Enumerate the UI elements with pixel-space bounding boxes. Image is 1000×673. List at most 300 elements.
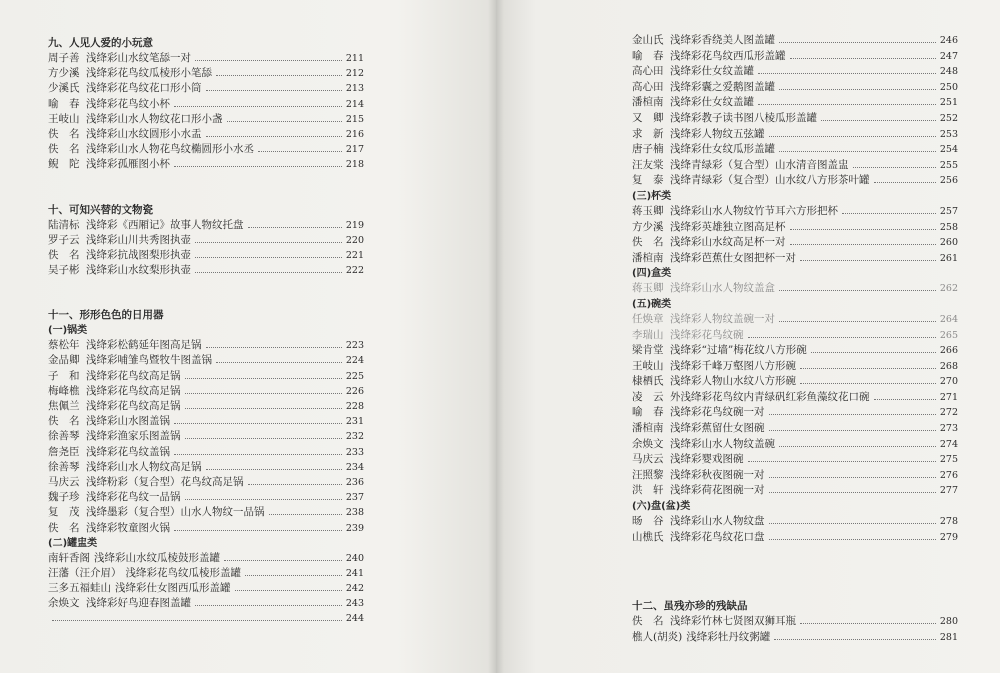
toc-entry[interactable] [632,614,958,630]
dot-leader [821,120,936,121]
toc-entry-page: 219 [345,219,364,231]
toc-entry-title: 浅绛粉彩（复合型）花鸟纹高足锅 [86,475,244,488]
toc-entry-title: 浅绛彩花鸟纹盖锅 [86,445,170,458]
toc-entry-page: 233 [345,446,364,458]
toc-entry-page: 231 [345,416,364,428]
subsection-plates: (六)盘(盆)类 [632,501,691,513]
toc-entry-artist: 求 新 [632,127,664,140]
dot-leader [774,639,936,640]
toc-entry-page: 225 [345,370,364,382]
toc-entry[interactable] [48,521,364,536]
toc-entry[interactable] [632,235,958,251]
toc-entry-title: 浅绛彩仕女图西瓜形盖罐 [115,582,231,595]
toc-entry[interactable] [632,312,958,328]
dot-leader [245,575,342,576]
toc-entry[interactable] [48,414,364,429]
dot-leader [800,368,936,369]
toc-entry-title: 浅绛彩孤雁图小杯 [86,158,170,171]
toc-entry-artist: 梅峰樵 [48,384,80,397]
toc-entry-artist: 喻 春 [632,49,664,62]
toc-entry-artist: 潘楦南 [632,96,664,109]
toc-entry[interactable] [632,405,958,421]
dot-leader [216,75,342,76]
subsection-pots-entries [48,338,364,535]
dot-leader [769,477,936,478]
toc-entry-title: 浅绛彩香绕美人图盖罐 [670,34,775,46]
toc-entry-page: 278 [939,516,958,528]
toc-entry-title: 浅绛彩山水纹梨形执壶 [86,264,191,277]
toc-entry-page: 277 [939,485,958,497]
dot-leader [874,182,936,183]
dot-leader [174,530,342,531]
dot-leader [800,623,936,624]
toc-entry-title: 浅绛彩花鸟纹瓜棱形小笔舔 [86,67,212,80]
dot-leader [206,347,342,348]
toc-entry[interactable] [632,80,958,96]
toc-entry[interactable] [632,468,958,484]
toc-entry[interactable] [48,112,364,127]
toc-entry-artist: 南轩香阁 [48,551,90,564]
toc-entry[interactable] [632,452,958,468]
toc-entry-page: 211 [345,53,364,64]
toc-entry[interactable] [632,251,958,267]
toc-entry[interactable] [632,630,958,646]
section-9-entries [48,51,364,173]
toc-entry-artist: 魏子珍 [48,491,80,504]
toc-entry-artist: 李瑞山 [632,328,664,341]
toc-entry-page: 274 [939,438,958,450]
toc-entry-page: 239 [345,522,364,534]
toc-entry-title: 浅绛彩仕女纹盖罐 [670,96,754,109]
toc-entry-title: 浅绛彩山水人物纹盖碗 [670,437,775,450]
toc-entry-page: 223 [345,340,364,352]
toc-entry-artist: 子 和 [48,369,80,382]
dot-leader [195,60,342,61]
toc-entry[interactable] [632,173,958,189]
section-heading-11: 十一、形形色色的日用器 [48,309,164,322]
toc-entry[interactable] [48,157,364,172]
dot-leader [248,484,342,485]
section-12-entries [632,614,958,645]
dot-leader [790,244,936,245]
toc-entry-artist: 佚 名 [48,248,80,261]
subsection-bowls-entries [632,312,958,499]
toc-entry-page: 238 [345,507,364,519]
toc-entry-page: 266 [939,345,958,357]
toc-entry-artist: 棣栖氏 [632,375,664,388]
toc-entry[interactable] [632,421,958,437]
toc-entry-artist: 复 茂 [48,506,80,519]
right-toc-column [632,33,958,645]
toc-entry[interactable] [48,551,364,566]
dot-leader [248,227,342,228]
dot-leader [235,590,342,591]
toc-entry-title: 浅绛彩山水人物纹竹节耳六方形把杯 [670,204,838,217]
toc-entry-page: 264 [939,313,958,325]
toc-entry-title: 浅绛彩千峰万壑图八方形碗 [670,359,796,372]
toc-entry-artist: 潘楦南 [632,251,664,264]
toc-entry-artist: 余焕文 [632,437,664,450]
toc-entry-page: 236 [345,476,364,488]
toc-entry-title: 浅绛彩花鸟纹碗 [670,328,744,341]
toc-entry-title: 浅绛彩山水图盖锅 [86,415,170,428]
dot-leader [185,378,342,379]
section-10-entries [48,218,364,279]
toc-entry-page: 256 [939,175,958,187]
toc-entry[interactable] [632,281,958,297]
toc-entry-artist: 唐子楠 [632,143,664,156]
toc-entry-page: 228 [345,401,364,412]
toc-entry[interactable] [632,220,958,236]
toc-entry-artist: 凌 云 [632,390,664,403]
dot-leader [874,399,936,400]
dot-leader [790,229,936,230]
dot-leader [800,383,936,384]
toc-entry-title: 浅绛彩仕女纹盖罐 [670,65,754,78]
toc-entry-page: 241 [345,567,364,579]
toc-entry[interactable] [48,399,364,414]
dot-leader [206,136,342,137]
toc-entry-artist: 徐善琴 [48,430,80,443]
toc-entry[interactable] [48,460,364,475]
toc-entry-title: 浅绛彩好鸟迎春图盖罐 [86,597,191,610]
toc-entry-page: 254 [939,144,958,156]
toc-entry-page: 237 [345,492,364,504]
toc-entry-title: 浅绛彩人物纹盖碗一对 [670,312,775,325]
toc-entry-page: 246 [939,35,958,46]
dot-leader [216,362,342,363]
toc-entry-title: 浅绛彩蕉留仕女图碗 [670,422,765,435]
toc-entry[interactable] [632,483,958,499]
dot-leader [779,89,936,90]
dot-leader [195,257,342,258]
dot-leader [195,605,342,606]
toc-entry-page: 212 [345,68,364,80]
toc-entry-page: 214 [345,98,364,110]
toc-entry-page: 262 [939,283,958,295]
toc-entry[interactable] [48,97,364,112]
toc-entry-title: 浅绛彩山水纹圆形小水盂 [86,127,202,140]
section-heading-10: 十、可知兴替的文物瓷 [48,203,153,216]
dot-leader [258,151,342,152]
toc-entry-artist: 洪 轩 [632,484,664,497]
toc-entry-artist: 佚 名 [48,521,80,534]
dot-leader [206,469,342,470]
toc-entry-title: 浅绛彩花鸟纹一品锅 [86,491,181,504]
toc-entry-title: 浅绛彩荷花图碗一对 [670,484,765,497]
toc-entry[interactable] [48,596,364,611]
toc-entry-artist: 陆清标 [48,218,80,231]
toc-entry-page: 268 [939,360,958,372]
dot-leader [174,166,342,167]
toc-entry-title: 浅绛彩英雄独立图高足杯 [670,220,786,233]
toc-entry-title: 浅绛彩花鸟纹瓜棱形盖罐 [125,566,241,579]
toc-entry-artist: 佚 名 [632,236,664,249]
toc-entry[interactable] [48,445,364,460]
subsection-cups-entries [632,204,958,266]
toc-entry-artist: 余焕文 [48,597,80,610]
toc-entry[interactable] [632,33,958,49]
toc-entry-page: 234 [345,461,364,473]
toc-entry-page: 244 [345,613,364,625]
dot-leader [195,272,342,273]
toc-entry-artist: 旸 谷 [632,515,664,528]
toc-entry[interactable] [632,359,958,375]
toc-entry-page: 271 [939,391,958,403]
dot-leader [224,560,342,561]
toc-entry-title: 浅绛彩山水纹笔舔一对 [86,52,191,64]
toc-entry-title: 浅绛彩渔家乐图盖锅 [86,430,181,443]
toc-entry-title: 浅绛彩教子读书图八棱瓜形盖罐 [670,111,817,124]
toc-entry[interactable] [48,233,364,248]
toc-entry-page: 279 [939,531,958,543]
toc-entry[interactable] [48,369,364,384]
toc-entry-artist: 高心田 [632,80,664,93]
toc-entry-page: 226 [345,385,364,397]
toc-entry-title: 浅绛彩花鸟纹花口盘 [670,530,765,543]
toc-entry[interactable] [632,514,958,530]
toc-entry[interactable] [632,142,958,158]
toc-entry-page: 281 [939,631,958,643]
toc-entry-page: 257 [939,205,958,217]
toc-entry[interactable] [48,81,364,96]
dot-leader [185,438,342,439]
toc-entry[interactable] [48,338,364,353]
subsection-boxes-entries [632,281,958,297]
toc-entry-artist: 吴子彬 [48,264,80,277]
toc-entry[interactable] [48,263,364,278]
toc-entry[interactable] [48,566,364,581]
toc-entry-page: 248 [939,66,958,78]
toc-entry-artist: 任焕章 [632,312,664,325]
dot-leader [269,514,342,515]
dot-leader [185,393,342,394]
toc-entry[interactable] [48,66,364,81]
toc-entry[interactable] [632,127,958,143]
toc-entry-artist: 佚 名 [48,143,80,156]
toc-entry-title: 浅绛彩花鸟纹高足锅 [86,400,181,412]
toc-entry-title: 浅绛彩山水纹瓜棱鼓形盖罐 [94,551,220,564]
subsection-plates-entries [632,514,958,545]
toc-entry-page: 276 [939,469,958,481]
toc-entry-title: 浅绛彩山水人物纹高足锅 [86,460,202,473]
toc-entry-title: 浅绛彩哺雏鸟暨牧牛图盖锅 [86,354,212,367]
toc-entry[interactable] [632,328,958,344]
toc-entry-title: 浅绛彩牡丹纹粥罐 [686,630,771,643]
book-gutter [488,0,504,673]
toc-entry-title: 浅绛彩花鸟纹碗一对 [670,406,765,419]
toc-entry-page: 265 [939,329,958,341]
toc-entry-artist: 山樵氏 [632,530,664,543]
toc-entry-artist: 潘楦南 [632,422,664,435]
dot-leader [800,260,936,261]
toc-entry-page: 260 [939,237,958,249]
dot-leader [811,352,936,353]
toc-entry[interactable] [48,384,364,399]
toc-entry-page: 273 [939,423,958,435]
toc-entry-page: 220 [345,234,364,246]
toc-entry-artist: 鲵 陀 [48,158,80,171]
toc-entry-title: 浅绛彩山水纹高足杯一对 [670,236,786,249]
toc-entry-page: 253 [939,128,958,140]
toc-entry[interactable] [48,51,364,66]
toc-entry[interactable] [632,204,958,220]
dot-leader [842,213,936,214]
toc-entry-artist: 喻 春 [632,406,664,419]
dot-leader [195,242,342,243]
dot-leader [52,620,342,621]
toc-entry[interactable] [632,390,958,406]
toc-entry-title: 浅绛彩人物山水纹八方形碗 [670,375,796,388]
toc-entry-title: 浅绛彩花鸟纹高足锅 [86,384,181,397]
dot-leader [853,167,936,168]
toc-entry-page: 232 [345,431,364,443]
toc-entry-artist: 高心田 [632,65,664,78]
toc-entry[interactable] [48,127,364,142]
toc-entry[interactable] [48,429,364,444]
subsection-jars: (二)罐盅类 [48,537,98,549]
toc-entry-artist: 汪友棠 [632,158,664,171]
toc-entry-title: 浅绛彩山水人物纹花口形小盏 [86,112,223,125]
toc-entry[interactable] [48,505,364,520]
subsection-jars-entries [48,566,364,612]
toc-entry-title: 浅绛彩松鹤延年图高足锅 [86,339,202,352]
toc-entry-artist: 罗子云 [48,233,80,246]
toc-entry-artist: 梁肯堂 [632,344,664,357]
toc-entry-title: 浅绛彩牧童图火锅 [86,521,170,534]
toc-entry-artist: 王岐山 [632,359,664,372]
toc-entry-page: 261 [939,252,958,264]
toc-entry[interactable] [632,374,958,390]
toc-entry-artist: 马庆云 [48,475,80,488]
toc-entry-artist: 王岐山 [48,112,80,125]
toc-entry-title: 浅绛彩竹林七贤图双狮耳瓶 [670,615,796,628]
dot-leader [185,408,342,409]
toc-entry-title: 外浅绛彩花鸟纹内青绿矾红彩鱼藻纹花口碗 [670,390,870,403]
dot-leader [758,104,936,105]
toc-entry-page: 240 [345,552,364,564]
dot-leader [174,423,342,424]
dot-leader [790,58,936,59]
toc-entry[interactable] [632,343,958,359]
toc-entry[interactable] [632,95,958,111]
toc-entry-continued[interactable] [48,611,364,626]
dot-leader [779,290,936,291]
dot-leader [748,461,936,462]
toc-entry-artist: 方少溪 [632,220,664,233]
dot-leader [769,492,936,493]
toc-entry-page: 252 [939,112,958,124]
toc-entry-page: 258 [939,221,958,233]
toc-entry-artist: 佚 名 [48,415,80,428]
toc-entry-artist: 周子善 [48,52,80,64]
dot-leader [185,499,342,500]
toc-entry[interactable] [48,475,364,490]
toc-entry-artist: 又 卿 [632,111,664,124]
toc-entry-title: 浅绛彩山川共秀图执壶 [86,233,191,246]
toc-entry-artist: 喻 春 [48,97,80,110]
dot-leader [779,42,936,43]
toc-entry-title: 浅绛青绿彩（复合型）山水纹八方形茶叶罐 [670,174,870,187]
toc-entry[interactable] [632,49,958,65]
toc-entry-page: 215 [345,113,364,125]
toc-entry-page: 242 [345,583,364,595]
toc-entry-artist: 方少溪 [48,67,80,80]
toc-entry-artist: 马庆云 [632,453,664,466]
toc-entry-title: 浅绛青绿彩（复合型）山水清音图盖盅 [670,158,849,171]
toc-entry[interactable] [632,437,958,453]
toc-entry-artist: 少溪氏 [48,82,80,95]
dot-leader [779,321,936,322]
section-heading-12: 十二、虽残亦珍的残缺品 [632,600,748,613]
subsection-bowls: (五)碗类 [632,298,672,310]
toc-entry-title: 浅绛彩山水人物纹盖盒 [670,282,775,295]
toc-entry[interactable] [632,64,958,80]
toc-entry-artist: 詹尧臣 [48,445,80,458]
toc-entry-page: 272 [939,407,958,419]
toc-entry-title: 浅绛彩人物纹五弦罐 [670,127,765,140]
section-heading-9: 九、人见人爱的小玩意 [48,37,153,49]
toc-entry-artist: 复 泰 [632,174,664,187]
dot-leader [227,121,342,122]
dot-leader [769,414,936,415]
dot-leader [769,523,936,524]
toc-entry-artist: 佚 名 [632,615,664,628]
toc-entry-page: 221 [345,249,364,261]
toc-entry-page: 224 [345,355,364,367]
dot-leader [748,337,936,338]
subsection-pots: (一)锅类 [48,325,88,337]
toc-entry[interactable] [632,530,958,546]
toc-entry[interactable] [48,248,364,263]
toc-entry-artist: 佚 名 [48,127,80,140]
toc-entry[interactable] [48,581,364,596]
toc-entry[interactable] [632,158,958,174]
toc-entry-title: 浅绛彩花鸟纹小杯 [86,97,170,110]
toc-entry-title: 浅绛彩《西厢记》故事人物纹托盘 [86,218,244,231]
dot-leader [779,151,936,152]
toc-entry-artist: 徐善琴 [48,460,80,473]
toc-entry-title: 浅绛彩芭蕉仕女图把杯一对 [670,251,796,264]
toc-entry[interactable] [632,111,958,127]
toc-entry-title: 浅绛彩山水人物纹盘 [670,515,765,528]
toc-entry-artist: 樵人(胡炎) [632,630,683,643]
toc-entry-page: 247 [939,50,958,62]
toc-entry-page: 250 [939,81,958,93]
toc-entry[interactable] [48,490,364,505]
toc-entry[interactable] [48,218,364,233]
toc-entry-title: 浅绛彩“过墙”梅花纹八方形碗 [670,344,807,357]
toc-entry-page: 251 [939,97,958,109]
toc-entry-page: 243 [345,598,364,610]
dot-leader [206,90,342,91]
dot-leader [779,446,936,447]
toc-entry-title: 浅绛彩花鸟纹西瓜形盖罐 [670,49,786,62]
jars-continued-entries [632,33,958,189]
toc-entry-page: 217 [345,144,364,156]
toc-entry-artist: 汪藩（汪介眉） [48,566,122,579]
toc-entry-artist: 蒋玉卿 [632,204,664,217]
toc-entry-page: 270 [939,376,958,388]
left-toc-column [48,36,364,627]
toc-entry-title: 浅绛彩囊之爱鹅图盖罐 [670,80,775,93]
toc-entry[interactable] [48,142,364,157]
toc-entry-artist: 金品卿 [48,354,80,367]
dot-leader [769,430,936,431]
toc-entry-title: 浅绛彩仕女纹瓜形盖罐 [670,143,775,156]
toc-entry[interactable] [48,353,364,368]
dot-leader [174,106,342,107]
